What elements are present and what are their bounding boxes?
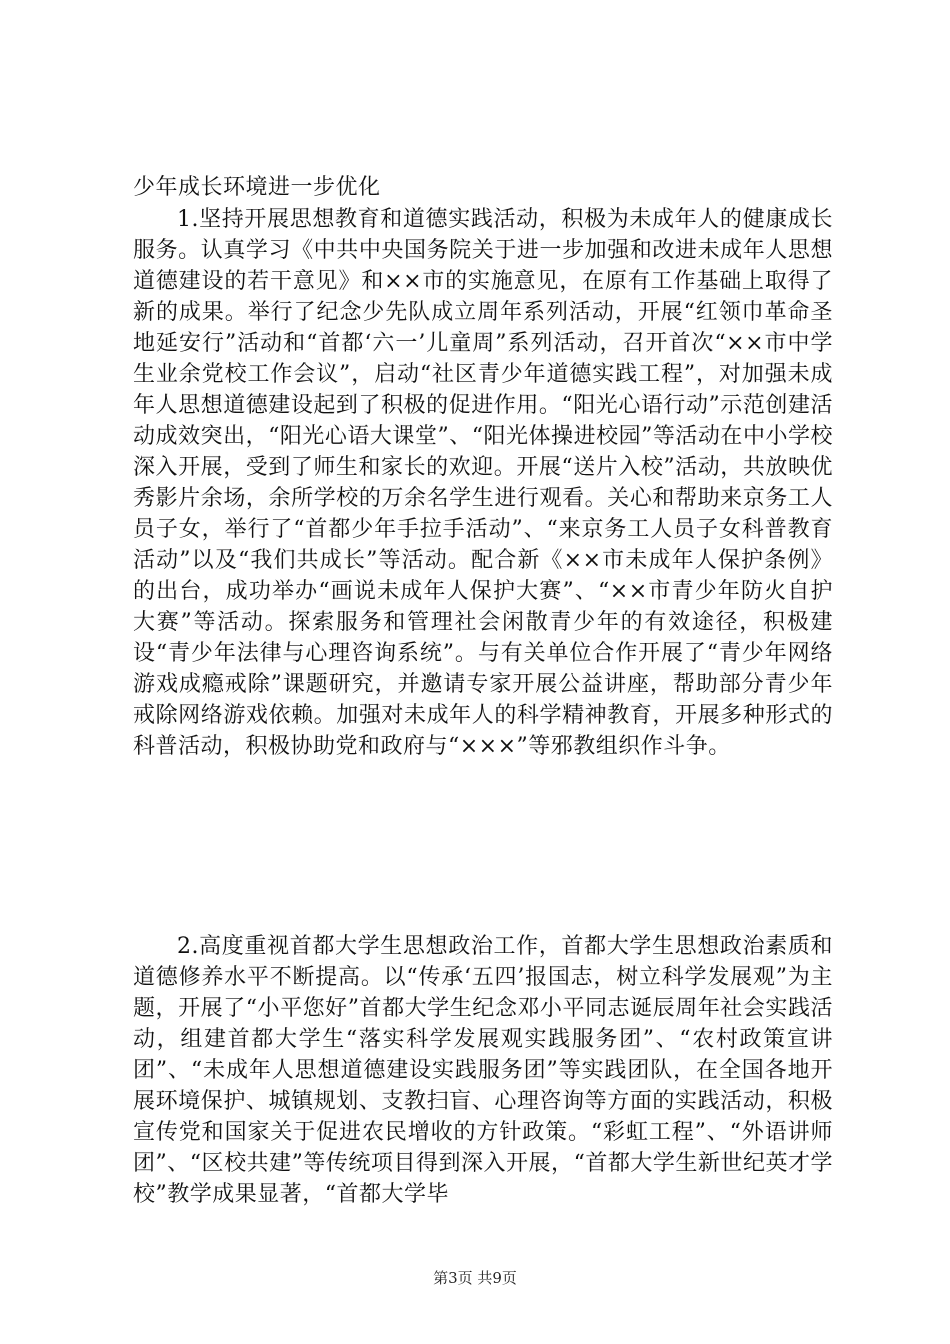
paragraph-1: 1.坚持开展思想教育和道德实践活动，积极为未成年人的健康成长服务。认真学习《中共中央国务院关于进一步加强和改进未成年人思想道德建设的若干意见》和××市的实施意见，在原有工作基础上取得了新的成果。举行了纪念少先队成立周年系列活动，开展“红领巾革命圣地延安行”活动和“首都‘六一’儿童周”系列活动，召开首次“××市中学生业余党校工作会议”，启动“社区青少年道德实践工程”，对加强未成年人思想道德建设起到了积极的促进作用。“阳光心语行动”示范创建活动成效突出，“阳光心语大课堂”、“阳光体操进校园”等活动在中小学校深入开展，受到了师生和家长的欢迎。开展“送片入校”活动，共放映优秀影片余场，余所学校的万余名学生进行观看。关心和帮助来京务工人员子女，举行了“首都少年手拉手活动”、“来京务工人员子女科普教育活动”以及“我们共成长”等活动。配合新《××市未成年人保护条例》的出台，成功举办“画说未成年人保护大赛”、“××市青少年防火自护大赛”等活动。探索服务和管理社会闲散青少年的有效途径，积极建设“青少年法律与心理咨询系统”。与有关单位合作开展了“青少年网络游戏成瘾戒除”课题研究，并邀请专家开展公益讲座，帮助部分青少年戒除网络游戏依赖。加强对未成年人的科学精神教育，开展多种形式的科普活动，积极协助党和政府与“×××”等邪教组织作斗争。 <box>133 207 833 759</box>
paragraph-2: 2.高度重视首都大学生思想政治工作，首都大学生思想政治素质和道德修养水平不断提高。以“传承‘五四’报国志，树立科学发展观”为主题，开展了“小平您好”首都大学生纪念邓小平同志诞辰周年社会实践活动，组建首都大学生“落实科学发展观实践服务团”、“农村政策宣讲团”、“未成年人思想道德建设实践服务团”等实践团队，在全国各地开展环境保护、城镇规划、支教扫盲、心理咨询等方面的实践活动，积极宣传党和国家关于促进农民增收的方针政策。“彩虹工程”、“外语讲师团”、“区校共建”等传统项目得到深入开展，“首都大学生新世纪英才学校”教学成果显著，“首都大学毕 <box>133 934 833 1207</box>
page-number-footer: 第3页 共9页 <box>433 1269 517 1287</box>
continued-heading-line: 少年成长环境进一步优化 <box>133 175 381 200</box>
